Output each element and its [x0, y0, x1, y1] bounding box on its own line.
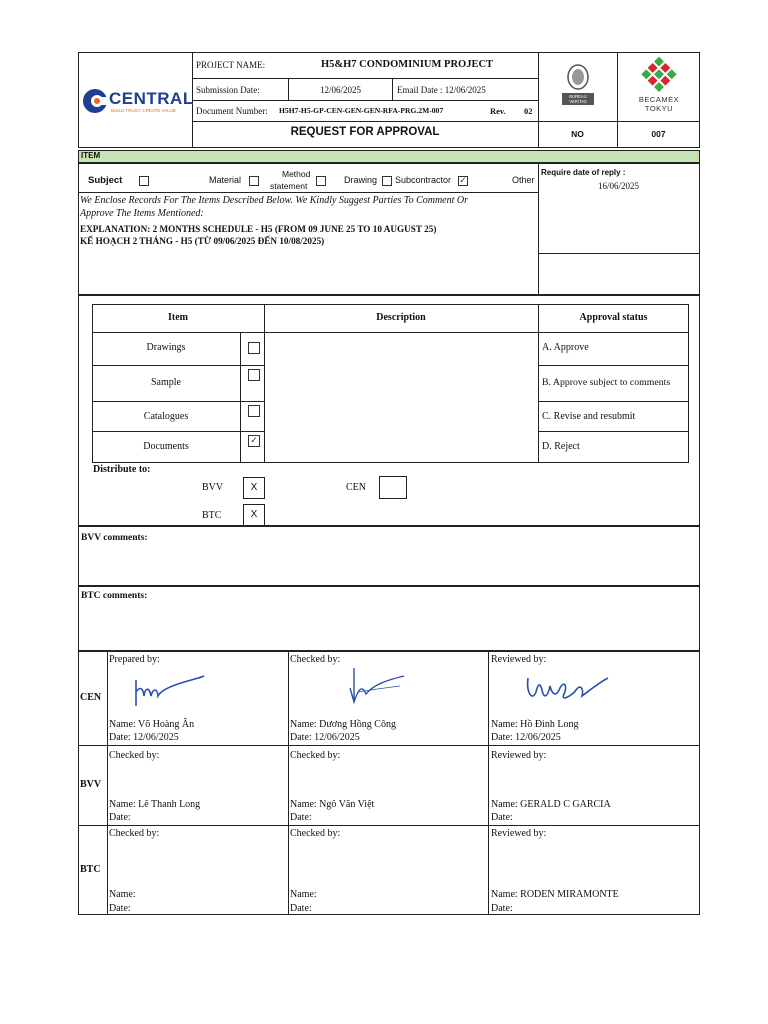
distribute-bvv-box[interactable]: X [243, 477, 265, 499]
cen-row-label: CEN [80, 692, 102, 703]
rev-label: Rev. [490, 106, 506, 116]
method-statement-checkbox[interactable] [316, 176, 326, 186]
submission-date: 12/06/2025 [319, 85, 361, 95]
subject-material-label: Material [209, 175, 242, 185]
central-logo-text: CENTRAL [109, 89, 194, 108]
subject-subcontractor-label: Subcontractor [395, 175, 452, 185]
central-logo-mark-icon [82, 88, 108, 114]
btc-reviewed-date: Date: [491, 903, 513, 914]
reply-date: 16/06/2025 [598, 181, 640, 191]
cen-reviewed-label: Reviewed by: [491, 654, 547, 665]
central-logo [82, 86, 194, 116]
bvv-comments-label: BVV comments: [81, 533, 148, 543]
intro-line-2: Approve The Items Mentioned: [80, 208, 204, 219]
becamex-diamond-icon [630, 55, 688, 95]
bvv-row-label: BVV [80, 779, 102, 790]
central-tagline: BUILD TRUST. CREATE VALUE [111, 108, 177, 113]
item-sample: Sample [151, 377, 181, 388]
document-number: H5H7-H5-GP-CEN-GEN-GEN-RFA-PRG.2M-007 [279, 106, 444, 115]
btc-checked-1-label: Checked by: [109, 828, 160, 839]
bvv-reviewed-date: Date: [491, 812, 513, 823]
status-approve: A. Approve [542, 342, 589, 353]
drawing-checkbox[interactable] [382, 176, 392, 186]
status-revise-resubmit: C. Revise and resubmit [542, 411, 636, 422]
no-value: 007 [651, 129, 666, 139]
intro-line-1: We Enclose Records For The Items Described Below. We Kindly Suggest Parties To Comment Or [80, 195, 469, 206]
cen-prepared-label: Prepared by: [109, 654, 160, 665]
cen-prepared-date: Date: 12/06/2025 [109, 732, 179, 743]
subject-method-label-line2: statement [270, 181, 308, 191]
subject-other-label: Other [512, 175, 535, 185]
table-header-item: Item [168, 312, 188, 323]
material-checkbox[interactable] [249, 176, 259, 186]
reply-date-label: Require date of reply : [541, 168, 626, 177]
btc-reviewed-label: Reviewed by: [491, 828, 547, 839]
status-approve-subject-to-comments: B. Approve subject to comments [542, 377, 671, 388]
project-name: H5&H7 CONDOMINIUM PROJECT [320, 59, 494, 70]
btc-checked-2-name: Name: [290, 889, 317, 900]
item-drawings: Drawings [146, 342, 186, 353]
btc-checked-2-label: Checked by: [290, 828, 341, 839]
distribute-bvv-label: BVV [202, 482, 224, 493]
explanation-line-1: EXPLANATION: 2 MONTHS SCHEDULE - H5 (FROM 09 JUNE 25 TO 10 AUGUST 25) [80, 224, 437, 234]
bvv-reviewed-label: Reviewed by: [491, 750, 547, 761]
item-documents: Documents [143, 441, 189, 452]
subject-drawing-label: Drawing [344, 175, 378, 185]
cen-checked-date: Date: 12/06/2025 [290, 732, 360, 743]
distribute-btc-box[interactable]: X [243, 504, 265, 526]
bvv-checked-1-label: Checked by: [109, 750, 160, 761]
subject-label: Subject [88, 175, 123, 186]
item-bar-label: ITEM [81, 151, 101, 160]
submission-date-label: Submission Date: [196, 85, 260, 95]
btc-comments-box[interactable] [78, 586, 700, 651]
form-title: REQUEST FOR APPROVAL [290, 126, 440, 138]
project-name-label: PROJECT NAME: [196, 60, 266, 70]
btc-checked-2-date: Date: [290, 903, 312, 914]
explanation-line-2: KẾ HOẠCH 2 THÁNG - H5 (TỪ 09/06/2025 ĐẾN 10/08/2025) [80, 236, 325, 246]
bureau-veritas-logo [560, 60, 596, 108]
item-bar [78, 150, 700, 163]
cen-checked-name: Name: Dương Hồng Công [290, 719, 396, 730]
btc-checked-1-date: Date: [109, 903, 131, 914]
item-catalogues: Catalogues [143, 411, 189, 422]
btc-row-label: BTC [80, 864, 101, 875]
distribute-btc-label: BTC [202, 510, 222, 521]
btc-comments-label: BTC comments: [81, 591, 148, 601]
email-date: Email Date : 12/06/2025 [397, 85, 486, 95]
bvv-reviewed-name: Name: GERALD C GARCIA [491, 799, 611, 810]
distribute-cen-box[interactable] [379, 476, 407, 499]
becamex-text: BECAMEX [638, 95, 680, 104]
tokyu-text: TOKYU [644, 104, 674, 113]
subject-checkbox-blank[interactable] [139, 176, 149, 186]
bvv-checked-1-name: Name: Lê Thanh Long [109, 799, 201, 810]
btc-checked-1-name: Name: [109, 889, 136, 900]
bvv-comments-box[interactable] [78, 526, 700, 586]
subject-method-label-line1: Method [282, 169, 311, 179]
btc-reviewed-name: Name: RODEN MIRAMONTE [491, 889, 619, 900]
catalogues-checkbox[interactable] [248, 405, 260, 417]
status-reject: D. Reject [542, 441, 580, 452]
cen-reviewed-date: Date: 12/06/2025 [491, 732, 561, 743]
rev-value: 02 [524, 106, 533, 116]
table-header-description: Description [376, 312, 426, 323]
drawings-checkbox[interactable] [248, 342, 260, 354]
cen-checked-label: Checked by: [290, 654, 341, 665]
becamex-logo [630, 55, 688, 115]
cen-reviewed-name: Name: Hồ Đình Long [491, 719, 579, 730]
no-label: NO [571, 129, 584, 139]
document-number-label: Document Number: [196, 106, 268, 116]
bvv-checked-2-date: Date: [290, 812, 312, 823]
subcontractor-checkbox[interactable]: ✓ [459, 176, 467, 186]
cen-prepared-signature-icon [130, 672, 210, 710]
bvv-checked-2-name: Name: Ngô Văn Việt [290, 799, 375, 810]
bureau-veritas-text: BUREAU VERITAS [569, 94, 587, 104]
distribute-label: Distribute to: [93, 464, 151, 475]
distribute-cen-label: CEN [346, 482, 366, 493]
cen-checked-signature-icon [340, 666, 410, 706]
documents-checkbox[interactable]: ✓ [248, 435, 260, 447]
bvv-checked-2-label: Checked by: [290, 750, 341, 761]
cen-prepared-name: Name: Võ Hoàng Ân [109, 719, 195, 730]
sample-checkbox[interactable] [248, 369, 260, 381]
cen-reviewed-signature-icon [520, 672, 612, 708]
bvv-checked-1-date: Date: [109, 812, 131, 823]
table-header-approval-status: Approval status [579, 312, 648, 323]
